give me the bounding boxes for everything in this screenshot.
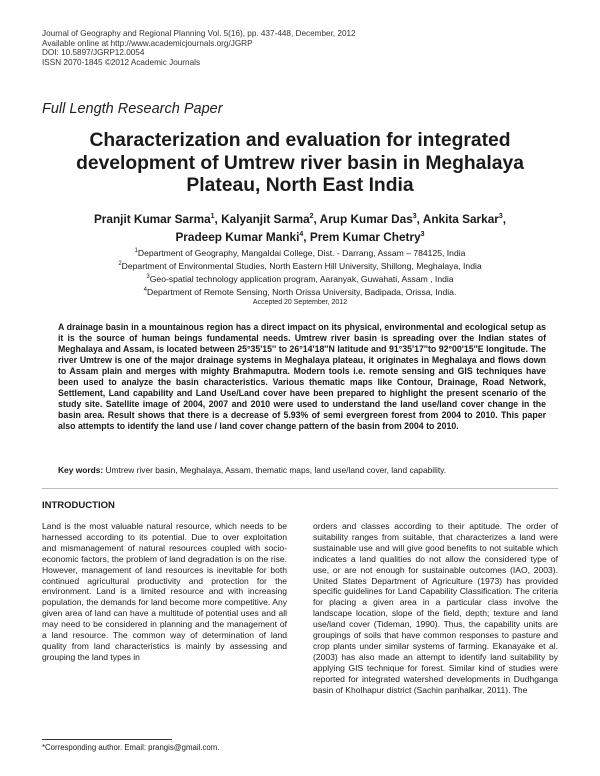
affiliation-number: 3 (146, 274, 150, 281)
article-type: Full Length Research Paper (42, 101, 223, 117)
corresponding-author-footnote: *Corresponding author. Email: prangis@gmail.com. (42, 743, 220, 752)
section-divider (42, 488, 558, 489)
author-name: Kalyanjit Sarma (221, 211, 310, 226)
affiliation-number: 4 (143, 287, 147, 294)
author-name: Pradeep Kumar Manki (175, 229, 300, 244)
author-name: Arup Kumar Das (319, 211, 413, 226)
affiliation-number: 1 (134, 248, 138, 254)
accepted-date: Accepted 20 September, 2012 (252, 299, 348, 306)
author-name: Ankita Sarkar (422, 211, 499, 226)
affiliation-text: Geo-spatial technology application program, Aaranyak, Guwahati, Assam , India (149, 273, 454, 284)
introduction-right-column: orders and classes according to their aptitude. The order of suitability ranges from suitable, that characterizes a land were sustainable use and will give good benefits to not suitable which indicates a land qualities do not allow the considered type of use, or are not enough for sustainable outcomes (IAO, 2003). United States Department of Agriculture (1973) has provided specific guidelines for Land Capability Classification. The criteria for placing a given area in a particular class involve the landscape location, slope of the field, depth; texture and land use/land cover (Tideman, 1990). Thus, the capability units are groupings of soils that have common responses to pasture and crop plants under similar systems of farming. Ekanayake et al. (2003) has also made an attempt to identify land suitability by applying GIS technique for forest. Similar kind of studies were reported for integrated watershed developments in Dudhganga basin of Kholhapur district (Sachin panhalkar, 2011). The (313, 521, 558, 695)
keywords (58, 465, 546, 476)
keywords-text: Umtrew river basin, Meghalaya, Assam, thematic maps, land use/land cover, land capability. (103, 465, 447, 475)
affiliation-text: Department of Environmental Studies, North Eastern Hill University, Shillong, Meghalaya, India (121, 260, 482, 271)
author-line-2: Pradeep Kumar Manki$^4$, Prem Kumar Chetry$^3$ (175, 229, 425, 244)
journal-url: Available online at http://www.academicjournals.org/JGRP (42, 38, 253, 48)
journal-issn: ISSN 2070-1845 ©2012 Academic Journals (42, 57, 201, 67)
keywords-label: Key words: (58, 465, 104, 475)
journal-header (42, 29, 356, 67)
author-line-1: Pranjit Kumar Sarma$^1$, Kalyanjit Sarma$^2$, Arup Kumar Das$^3$, Ankita Sarkar$^3$, (93, 211, 507, 226)
footnote-rule (42, 739, 172, 740)
author-affil-mark: 2 (309, 213, 314, 220)
author-affil-mark: 3 (412, 213, 417, 220)
paper-title: Characterization and evaluation for integrated development of Umtrew river basin in Meghalaya Plateau, North East India (76, 130, 524, 196)
author-list (40, 209, 560, 245)
affiliation-list (40, 246, 560, 298)
journal-doi: DOI: 10.5897/JGRP12.0054 (42, 48, 145, 58)
affiliation (40, 259, 560, 272)
affiliation-text: Department of Geography, Mangaldai College, Dist. - Darrang, Assam – 784125, India (137, 247, 466, 258)
author-affil-mark: 4 (299, 230, 304, 238)
affiliation (40, 272, 560, 285)
introduction-left-column: Land is the most valuable natural resource, which needs to be harnessed according to its potential. Due to over exploitation and mismanagement of natural resources coupled with socio-economic factors, the problem of land degradation is on the rise. However, management of land resources is inevitable for both continued agricultural productivity and protection for the environment. Land is a limited resource and with increasing population, the demands for land become more competitive. Any given area of land can have a multitude of potential uses and all may need to be considered in planning and the management of a land resource. The common way of determination of land quality from land characteristics is mainly by assessing and grouping the land types in (42, 521, 287, 662)
introduction-heading: INTRODUCTION (42, 500, 115, 511)
author-affil-mark: 1 (210, 213, 215, 220)
author-name: Pranjit Kumar Sarma (93, 211, 211, 226)
affiliation-number: 2 (118, 261, 122, 268)
affiliation (40, 246, 560, 259)
journal-citation: Journal of Geography and Regional Planning Vol. 5(16), pp. 437-448, December, 2012 (42, 29, 356, 38)
abstract: A drainage basin in a mountainous region has a direct impact on its physical, environmental and ecological setup as it is the source of human beings fundamental needs. Umtrew river basin is spreading over the Indian states of Meghalaya and Assam, is located between 25°35'15'' to 26°14'18''N latitude and 91°35'17''to 92°00'15''E longitude. The river Umtrew is one of the major drainage systems in Meghalaya plateau, it originates in Meghalaya and flows down to Assam plain and merges with mighty Brahmaputra. Modern tools i.e. remote sensing and GIS techniques have been used to analyze the basin characteristics. Various thematic maps like Contour, Drainage, Road Network, Settlement, Land capability and Land Use/Land cover have been prepared to highlight the present scenario of the study site. Satellite image of 2004, 2007 and 2010 were used to understand the land use/land cover change in the basin area. Result shows that there is a decrease of 5.93% of semi evergreen forest from 2004 to 2010. This paper also attempts to identify the land use / land cover change pattern of the basin from 2004 to 2010. (58, 322, 546, 432)
author-affil-mark: 3 (498, 213, 503, 220)
author-name: Prem Kumar Chetry (309, 229, 421, 244)
affiliation (40, 285, 560, 298)
affiliation-text: Department of Remote Sensing, North Orissa University, Badipada, Orissa, India. (146, 287, 457, 298)
author-affil-mark: 3 (420, 230, 425, 238)
